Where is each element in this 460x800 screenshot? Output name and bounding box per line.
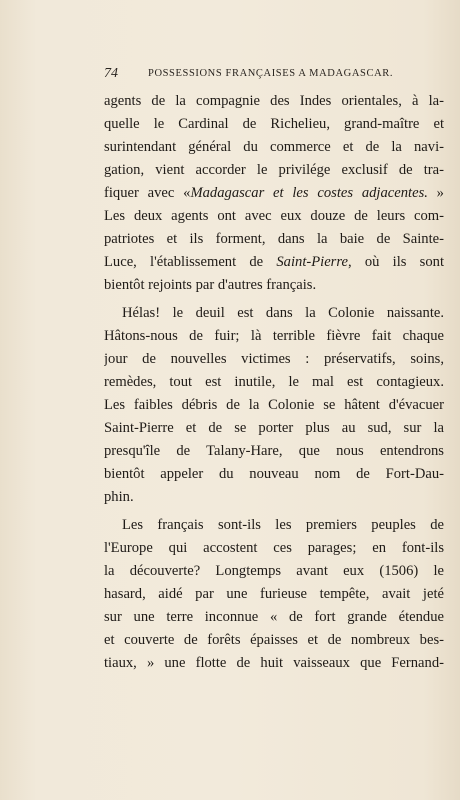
text-line: l'Europe qui accostent ces parages; en font-ils (104, 540, 444, 556)
text-line: patriotes et ils forment, dans la baie de Sainte- (104, 231, 444, 247)
paragraph (104, 514, 444, 675)
text-line: Les faibles débris de la Colonie se hâtent d'évacuer (104, 397, 444, 413)
text-line: et couverte de forêts épaisses et de nombreux bes- (104, 632, 444, 648)
italic-title: Madagascar et les costes adjacentes. (190, 185, 428, 201)
text-line: agents de la compagnie des Indes orientales, à la- (104, 93, 444, 109)
text-line: Les français sont-ils les premiers peuples de (122, 517, 444, 533)
paragraph (104, 302, 444, 509)
italic-place-name: Saint-Pierre (276, 254, 348, 270)
text-line: Les deux agents ont avec eux douze de leurs com- (104, 208, 444, 224)
text-line: gation, vient accorder le privilége exclusif de tra- (104, 162, 444, 178)
text-line (104, 251, 444, 274)
running-head: POSSESSIONS FRANÇAISES A MADAGASCAR. (148, 68, 394, 79)
text-line: sur une terre inconnue « de fort grande étendue (104, 609, 444, 625)
text-line: tiaux, » une flotte de huit vaisseaux que Fernand- (104, 655, 444, 671)
body-text (104, 90, 444, 675)
text-fragment: Luce, l'établissement de (104, 254, 277, 270)
text-line: jour de nouvelles victimes : préservatifs, soins, (104, 351, 444, 367)
text-line: bientôt appeler du nouveau nom de Fort-Dau- (104, 466, 444, 482)
text-fragment: » (427, 185, 444, 201)
text-line: quelle le Cardinal de Richelieu, grand-maître et (104, 116, 444, 132)
text-line: hasard, aidé par une furieuse tempête, avait jeté (104, 586, 444, 602)
text-line: Hâtons-nous de fuir; là terrible fièvre fait chaque (104, 328, 444, 344)
text-fragment: , où ils sont (347, 254, 444, 270)
text-line: la découverte? Longtemps avant eux (1506) le (104, 563, 444, 579)
text-line (104, 182, 444, 205)
text-fragment: fiquer avec « (104, 185, 191, 201)
text-line: surintendant général du commerce et de la navi- (104, 139, 444, 155)
text-line: Hélas! le deuil est dans la Colonie naissante. (122, 305, 444, 321)
page-number: 74 (104, 66, 118, 81)
paragraph (104, 90, 444, 297)
text-line: Saint-Pierre et de se porter plus au sud, sur la (104, 420, 444, 436)
text-line: phin. (104, 489, 134, 505)
text-line: bientôt rejoints par d'autres français. (104, 277, 317, 293)
text-line: presqu'île de Talany-Hare, que nous entendrons (104, 443, 444, 459)
page-header (104, 66, 444, 84)
text-line: remèdes, tout est inutile, le mal est contagieux. (104, 374, 444, 390)
